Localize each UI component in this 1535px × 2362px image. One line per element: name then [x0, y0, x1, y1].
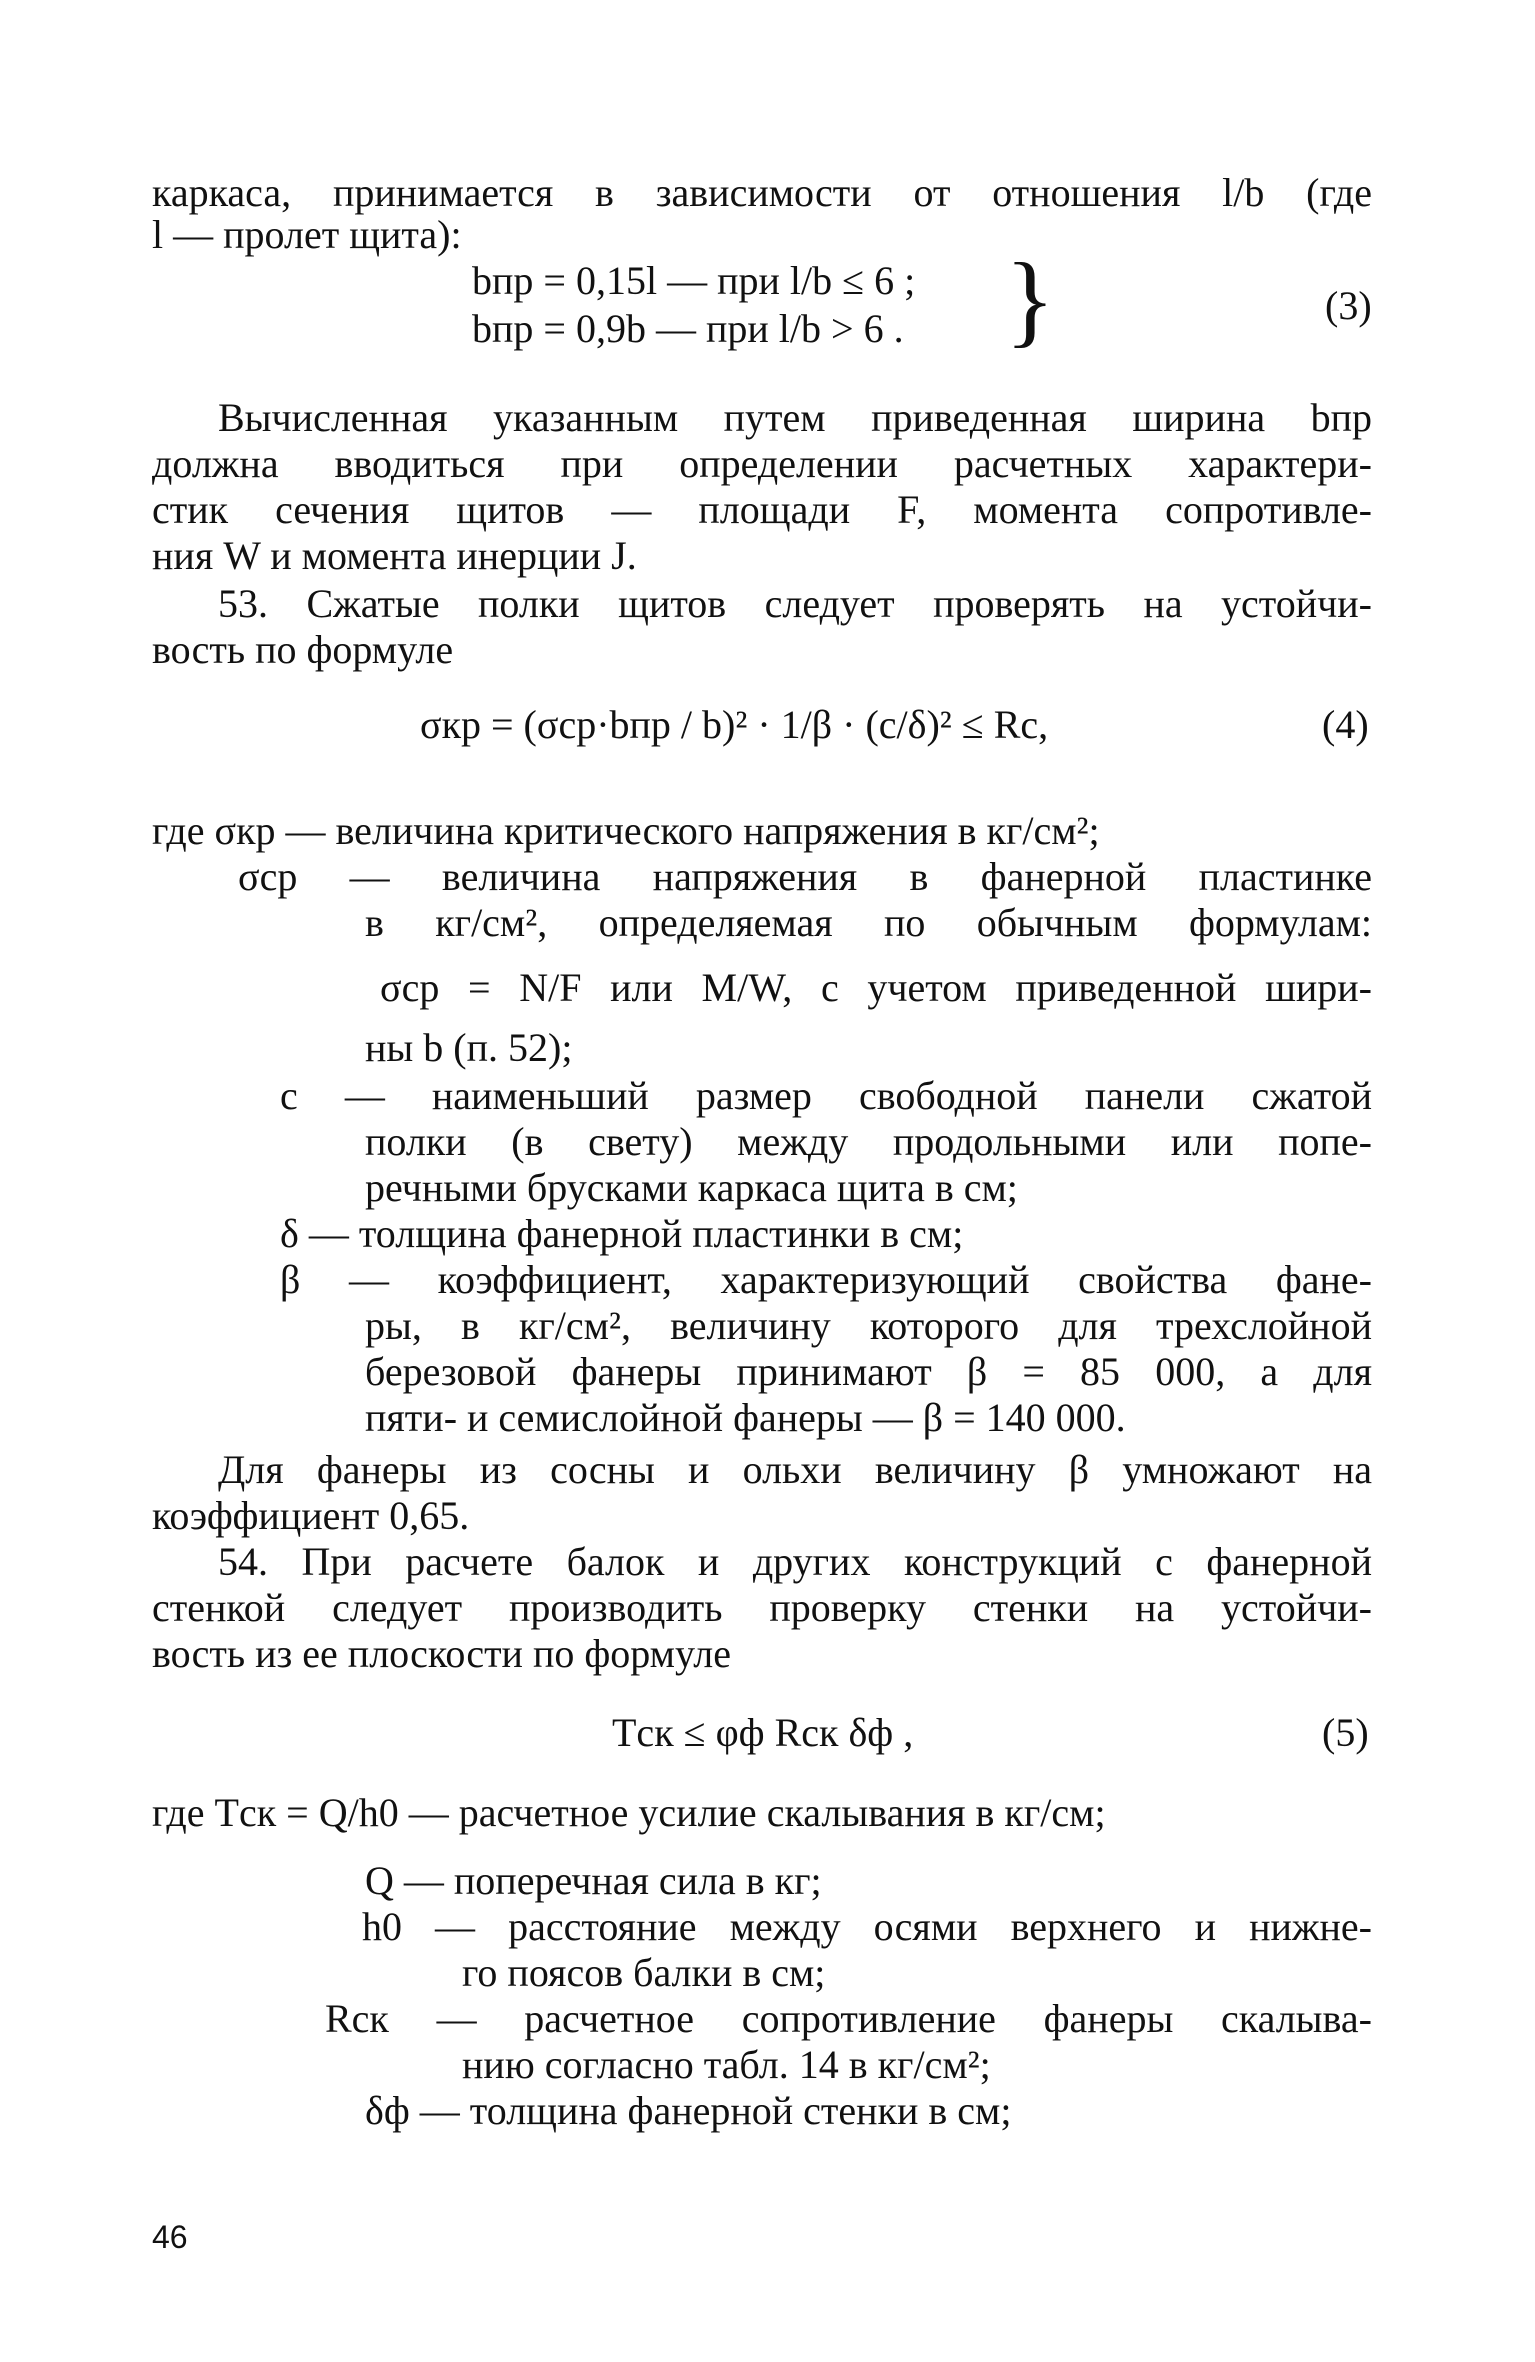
formula3-line2: bпр = 0,9b — при l/b > 6 .	[472, 306, 904, 351]
defs4-item3-line3: речными брусками каркаса щита в см;	[365, 1165, 1018, 1210]
section54-line1: 54. При расчете балок и других конструкций с фанерной	[218, 1539, 1372, 1584]
defs4-item1: где σкр — величина критического напряжения в кг/см²;	[152, 808, 1100, 853]
section54-line2: стенкой следует производить проверку стенки на устойчи-	[152, 1585, 1372, 1630]
defs4-item3-line1: c — наименьший размер свободной панели сжатой	[280, 1073, 1372, 1118]
section53-line2: вость по формуле	[152, 627, 454, 672]
formula3-number: (3)	[1325, 283, 1372, 328]
defs5-item3-line2: го поясов балки в см;	[462, 1950, 826, 1995]
para2-line3: стик сечения щитов — площади F, момента сопротивле-	[152, 487, 1372, 532]
defs5-item3-line1: h0 — расстояние между осями верхнего и нижне-	[362, 1904, 1372, 1949]
defs4-item2-line3: σср = N/F или M/W, с учетом приведенной шири-	[380, 965, 1372, 1010]
defs4-item2-line1: σср — величина напряжения в фанерной пластинке	[238, 854, 1372, 899]
defs4-item2-line4: ны b (п. 52);	[365, 1025, 573, 1070]
para1-line1: каркаса, принимается в зависимости от отношения l/b (где	[152, 170, 1372, 215]
defs5-item4-line1: Rск — расчетное сопротивление фанеры скалыва-	[325, 1996, 1372, 2041]
defs5-item1: где Tск = Q/h0 — расчетное усилие скалывания в кг/см;	[152, 1790, 1106, 1835]
para2-line1: Вычисленная указанным путем приведенная ширина bпр	[218, 395, 1372, 440]
defs4-item5-line1: β — коэффициент, характеризующий свойства фане-	[280, 1257, 1372, 1302]
defs4-item4: δ — толщина фанерной пластинки в см;	[280, 1211, 964, 1256]
defs5-item4-line2: нию согласно табл. 14 в кг/см²;	[462, 2042, 991, 2087]
formula5: Tск ≤ φф Rск δф ,	[612, 1710, 914, 1755]
formula5-number: (5)	[1322, 1710, 1369, 1755]
formula4-number: (4)	[1322, 702, 1369, 747]
para1-line2: l — пролет щита):	[152, 212, 462, 257]
para3-line1: Для фанеры из сосны и ольхи величину β умножают на	[218, 1447, 1372, 1492]
formula3-brace: }	[1005, 242, 1055, 357]
para3-line2: коэффициент 0,65.	[152, 1493, 470, 1538]
defs5-item5: δф — толщина фанерной стенки в см;	[365, 2088, 1012, 2133]
defs5-item2: Q — поперечная сила в кг;	[365, 1858, 822, 1903]
defs4-item5-line3: березовой фанеры принимают β = 85 000, а для	[365, 1349, 1372, 1394]
formula3-line1: bпр = 0,15l — при l/b ≤ 6 ;	[472, 258, 916, 303]
para2-line2: должна вводиться при определении расчетных характери-	[152, 441, 1372, 486]
para2-line4: ния W и момента инерции J.	[152, 533, 637, 578]
defs4-item5-line2: ры, в кг/см², величину которого для трехслойной	[365, 1303, 1372, 1348]
section54-line3: вость из ее плоскости по формуле	[152, 1631, 731, 1676]
formula4: σкр = (σср·bпр / b)² · 1/β · (c/δ)² ≤ Rс,	[420, 702, 1049, 747]
defs4-item5-line4: пяти- и семислойной фанеры — β = 140 000.	[365, 1395, 1126, 1440]
defs4-item2-line2: в кг/см², определяемая по обычным формулам:	[365, 900, 1372, 945]
defs4-item3-line2: полки (в свету) между продольными или попе-	[365, 1119, 1372, 1164]
section53-line1: 53. Сжатые полки щитов следует проверять на устойчи-	[218, 581, 1372, 626]
page-number: 46	[152, 2219, 188, 2255]
